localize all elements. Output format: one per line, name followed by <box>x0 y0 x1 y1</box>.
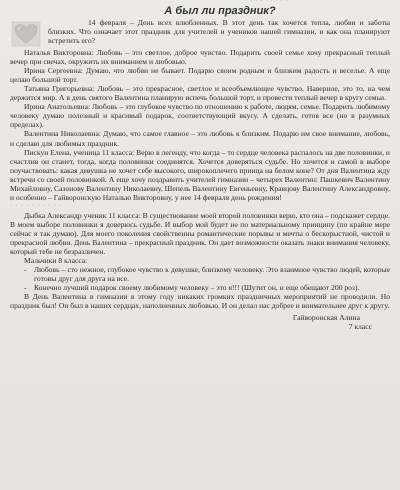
heart-icon <box>10 20 42 48</box>
article-title: А был ли праздник? <box>164 5 276 17</box>
intro-text: 14 февраля – День всех влюбленных. В этот день так хочется тепла, любви и заботы близких. Что означает этот праздник для учителей и учеников нашей гимназии, и как она планируют встретить его? <box>48 18 390 46</box>
paragraph-irina-a: Ирина Анатольевна: Любовь – это глубокое чувство по отношению к работе, людям, семье. Подарить любимому человеку думаю полезный и красивый подарок, соответствующий вкусу. А сделать, готов все (но в разумных пределах). <box>10 102 390 130</box>
paragraph-natalia: Наталья Викторовна: Любовь – это светлое, доброе чувство. Подарить своей семье хочу прекрасный теплый вечер при свечах, окружить их вниманием и любовью. <box>10 48 390 67</box>
closing-paragraph: В День Валентина в гимназии в этому году никаких громких праздничных мероприятий не проводили. Но праздник был! Он был в наших сердцах, наполненных любовью. И он делал нас добрее и внимательнее друг к другу. <box>10 292 390 311</box>
paragraph-dybka: Дыбка Александр ученик 11 класса: В существование моей второй половинки верю, кто она – подскажет сердце. В моем выборе половинки я доверюсь судьбе. И выбор мой будет не по материальному принципу (по крайне мере сейчас я так думаю). Для моего поколения свойственны романтические порывы и мечты о бескорыстной, чистой и прекрасной любви. День Валентина – прекрасный праздник. Он дает возможности оказать знаки внимания человеку, который тебе не безразличен. <box>10 210 390 257</box>
list-item: - Конечно лучший подарок своему любимому человеку – это я!!! (Шутит он, и еще обещают 200 роз). <box>24 283 390 292</box>
boys-label: Мальчики 8 класса: <box>24 256 88 266</box>
list-item: - Любовь – сто нежное, глубокое чувство к девушке, близкому человеку. Это взаимное чувство людей, которые готовы друг для друга на все. <box>24 265 390 283</box>
paragraph-tatiana: Татьяна Григорьевна: Любовь – это прекрасное, светлое и всеобъемлющее чувство. Наверное, это то, на чем держится мир. А в день святого Валентина планирую испечь большой торт, и провести теплый вечер в кругу семьи. <box>10 84 390 103</box>
paragraph-valentina: Валентина Николаевна: Думаю, что самое главное – это любовь к близким. Подарю им свое внимание, любовь, и сделаю для любимых праздник. <box>10 129 390 148</box>
paragraph-irina-s: Ирина Сергеевна: Думаю, что любви не бывает. Подарю своим родным и близким радость и веселье. А еще целаю большой торт. <box>10 66 390 85</box>
paragraph-piskun: Пискун Елена, ученица 11 класса: Верю в легенду, что когда – то сердце человека распалось на две половинки, и счастлив он станет, тогда, когда половинки соединятся. Хочется доверяться судьбе. Но хочется и самой в выборе поучаствовать: какая девушка не хочет себе высокого, широкоплечего принца на белом коне? От дня Валентина жду встречи со своей половинкой. А еще хочу поздравить учителей гимназии – четырех Валентин: Пашкевич Валентину Михайловну, Сазонову Валентину Николаевну, Шепель Валентину Евгеньевну, Кравцову Валентину Александровну, и особенно – Гайворонскую Наталью Викторовну, у нее 14 февраля день рождения! <box>10 147 390 202</box>
author-name: Гайворонская Алина <box>292 313 360 323</box>
author-grade: 7 класс <box>348 322 372 332</box>
bleed-through-text: · · · · · · · · · · <box>10 202 63 209</box>
boys-list <box>10 265 390 292</box>
article-intro <box>10 18 390 48</box>
bleed-through-text: · · · · · · · · <box>250 0 289 5</box>
